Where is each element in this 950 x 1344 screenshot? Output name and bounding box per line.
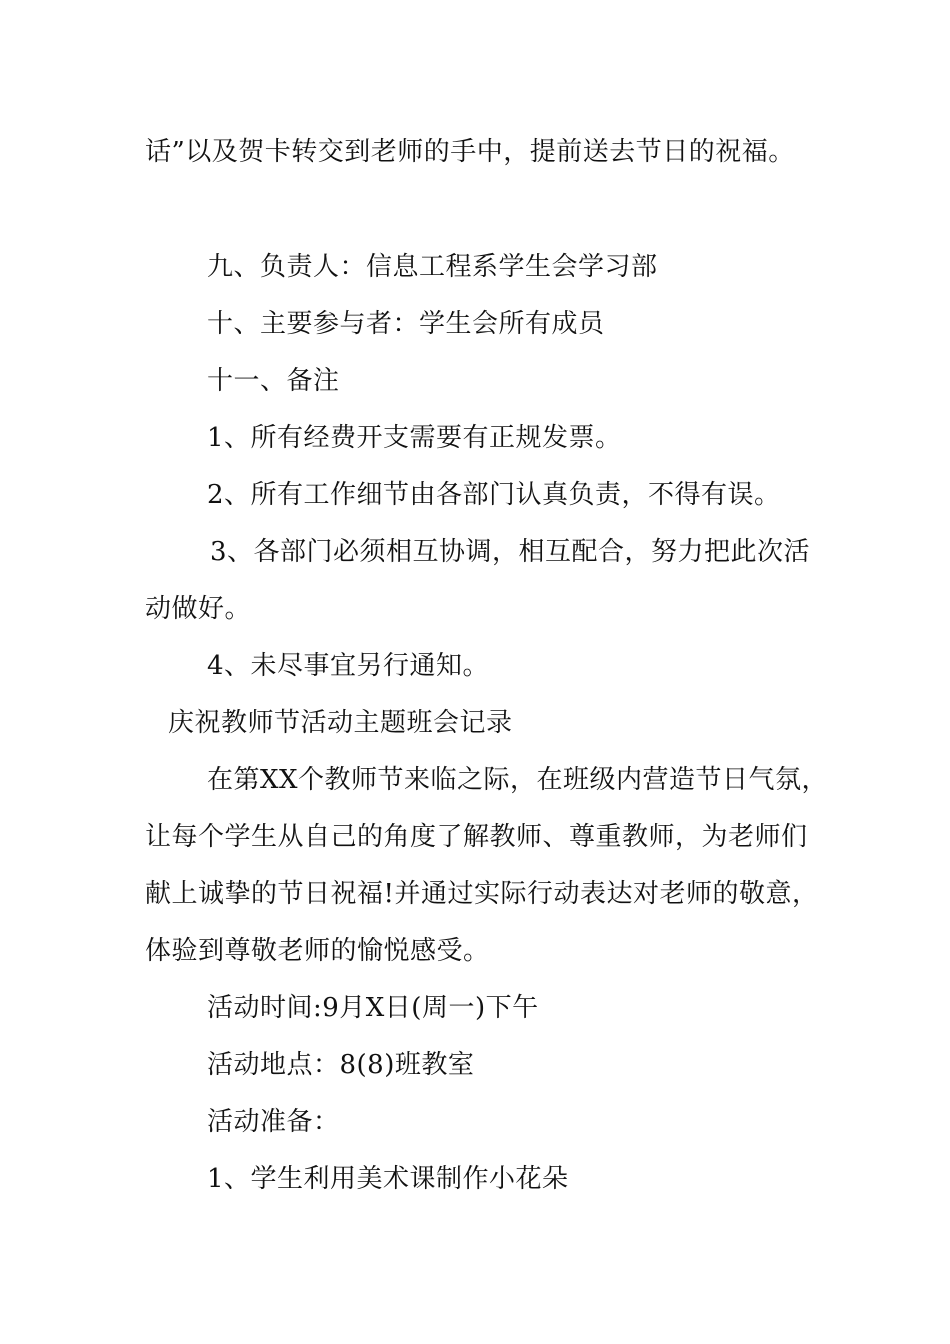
section-heading-responsible: 九、负责人：信息工程系学生会学习部 (207, 252, 658, 282)
paragraph-line: 在第XX个教师节来临之际，在班级内营造节日气氛， (207, 765, 829, 795)
activity-location: 活动地点：8(8)班教室 (207, 1050, 475, 1080)
paragraph-line: 献上诚挚的节日祝福!并通过实际行动表达对老师的敬意， (145, 879, 819, 909)
note-item-4: 4、未尽事宜另行通知。 (207, 651, 490, 681)
note-item-2: 2、所有工作细节由各部门认真负责，不得有误。 (207, 480, 781, 510)
paragraph-line: 话”以及贺卡转交到老师的手中，提前送去节日的祝福。 (145, 137, 795, 167)
note-item-3-continued: 动做好。 (145, 594, 252, 624)
section-title-class-meeting: 庆祝教师节活动主题班会记录 (168, 708, 513, 738)
section-heading-notes: 十一、备注 (207, 366, 340, 396)
section-heading-participants: 十、主要参与者：学生会所有成员 (207, 309, 605, 339)
paragraph-line: 让每个学生从自己的角度了解教师、尊重教师，为老师们 (145, 822, 808, 852)
paragraph-line: 体验到尊敬老师的愉悦感受。 (145, 936, 490, 966)
activity-time: 活动时间:9月X日(周一)下午 (207, 993, 539, 1023)
preparation-item-1: 1、学生利用美术课制作小花朵 (207, 1164, 569, 1194)
note-item-1: 1、所有经费开支需要有正规发票。 (207, 423, 622, 453)
activity-preparation-heading: 活动准备： (207, 1107, 340, 1137)
note-item-3: 3、各部门必须相互协调，相互配合，努力把此次活 (210, 537, 811, 567)
